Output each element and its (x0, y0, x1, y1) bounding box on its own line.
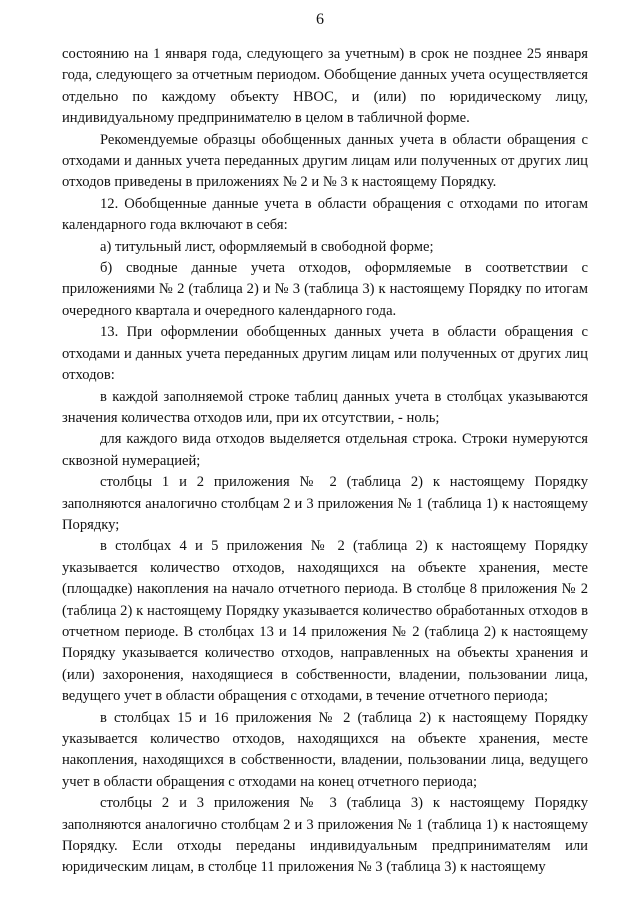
paragraph-continuation: состоянию на 1 января года, следующего за учетным) в срок не позднее 25 января года, следующего за отчетным периодом. Обобщение данных учета осуществляется отдельно по каждому объекту НВОС, и (или) по юридическому лицу, индивидуальному предпринимателю в целом в табличной форме. (62, 46, 588, 127)
paragraph-columns-4-5: в столбцах 4 и 5 приложения № 2 (таблица 2) к настоящему Порядку указывается количество отходов, находящихся на объекте хранения, месте (площадке) накопления на начало отчетного периода. В столбце 8 приложения № 2 (таблица 2) к настоящему Порядку указывается количество обработанных отходов в отчетном периоде. В столбцах 13 и 14 приложения № 2 (таблица 2) к настоящему Порядку указывается количество отходов, направленных на объекты хранения и (или) захоронения, находящиеся в собственности, владении, пользовании лица, ведущего учет в области обращения с отходами, в течение отчетного периода; (62, 538, 588, 705)
page-number: 6 (316, 11, 324, 28)
paragraph-item-12a: а) титульный лист, оформляемый в свободной форме; (100, 238, 434, 255)
paragraph-item-12: 12. Обобщенные данные учета в области обращения с отходами по итогам календарного года включают в себя: (62, 195, 588, 234)
paragraph-columns-1-2: столбцы 1 и 2 приложения № 2 (таблица 2) к настоящему Порядку заполняются аналогично столбцам 2 и 3 приложения № 1 (таблица 1) к настоящему Порядку; (62, 474, 588, 533)
paragraph-item-12b: б) сводные данные учета отходов, оформляемые в соответствии с приложениями № 2 (таблица 2) и № 3 (таблица 3) к настоящему Порядку по итогам очередного квартала и очередного календарного года. (62, 260, 588, 319)
paragraph-zero-values: в каждой заполняемой строке таблиц данных учета в столбцах указываются значения количества отходов или, при их отсутствии, - ноль; (62, 388, 588, 426)
paragraph-sample-forms: Рекомендуемые образцы обобщенных данных учета в области обращения с отходами и данных учета переданных другим лицам или полученных от других лиц отходов приведены в приложениях № 2 и № 3 к настоящему Порядку. (62, 131, 588, 191)
body-text (62, 44, 588, 879)
paragraph-columns-15-16: в столбцах 15 и 16 приложения № 2 (таблица 2) к настоящему Порядку указывается количество отходов, находящихся на объекте хранения, месте накопления, находящихся в собственности, владении, пользовании лица, ведущего учет в области обращения с отходами на конец отчетного периода; (62, 709, 588, 790)
paragraph-item-13: 13. При оформлении обобщенных данных учета в области обращения с отходами и данных учета переданных другим лицам или полученных от других лиц отходов: (62, 324, 588, 384)
paragraph-appendix-3-columns: столбцы 2 и 3 приложения № 3 (таблица 3) к настоящему Порядку заполняются аналогично столбцам 2 и 3 приложения № 1 (таблица 1) к настоящему Порядку. Если отходы переданы индивидуальным предпринимателям или юридическим лицам, в столбце 11 приложения № 3 (таблица 3) к настоящему (62, 795, 588, 876)
paragraph-row-numbering: для каждого вида отходов выделяется отдельная строка. Строки нумеруются сквозной нумерацией; (62, 431, 588, 469)
